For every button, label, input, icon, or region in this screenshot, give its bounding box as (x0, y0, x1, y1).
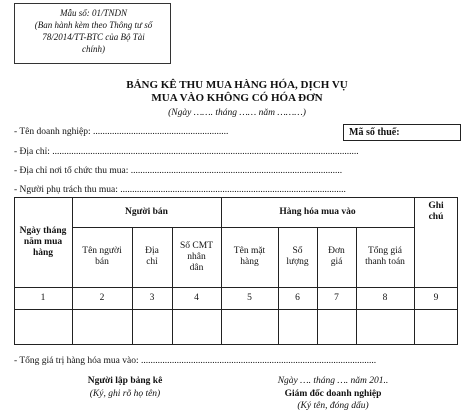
document-title-line1: BẢNG KÊ THU MUA HÀNG HÓA, DỊCH VỤ (126, 79, 348, 91)
purchase-place-field: - Địa chỉ nơi tổ chức thu mua: ......................................................................................... (14, 166, 343, 176)
document-date: (Ngày ……. tháng …… năm ………) (168, 108, 306, 118)
col-header-total-payment: Tổng giá thanh toán (365, 246, 405, 267)
tax-code-box: Mã số thuế: (343, 124, 461, 141)
col-number-3: 3 (149, 292, 155, 303)
purchase-table (14, 197, 458, 345)
company-name-field: - Tên doanh nghiệp: ......................................................... (14, 127, 229, 137)
signing-date: Ngày …. tháng …. năm 201.. (277, 376, 389, 386)
col-header-unit-price: Đơn giá (328, 246, 345, 267)
col-number-6: 6 (295, 292, 300, 303)
col-number-9: 9 (433, 292, 439, 303)
director-note: (Ký tên, đóng dấu) (297, 401, 369, 411)
form-number-box (14, 3, 171, 64)
form-issued-by-line2: 78/2014/TT-BTC của Bộ Tài (42, 32, 145, 42)
preparer-note: (Ký, ghi rõ họ tên) (89, 389, 161, 399)
col-header-item-name: Tên mặt hàng (233, 246, 266, 267)
col-group-goods: Hàng hóa mua vào (279, 206, 356, 217)
col-number-5: 5 (247, 292, 252, 303)
director-title: Giám đốc doanh nghiệp (284, 389, 382, 399)
col-header-seller-address: Địa chỉ (145, 246, 159, 267)
document-title-line2: MUA VÀO KHÔNG CÓ HÓA ĐƠN (151, 92, 323, 104)
form-issued-by-line3: chính) (82, 44, 105, 54)
col-number-8: 8 (382, 292, 388, 303)
col-number-4: 4 (194, 292, 199, 303)
form-issued-by-line1: (Ban hành kèm theo Thông tư số (34, 20, 153, 30)
col-group-seller: Người bán (125, 206, 168, 217)
col-header-purchase-date: Ngày tháng năm mua hàng (19, 225, 67, 258)
col-header-id-number: Số CMT nhân dân (180, 240, 213, 273)
col-number-1: 1 (40, 292, 46, 303)
address-field: - Địa chỉ: ................................................................................................................................. (14, 147, 359, 157)
col-header-note: Ghi chú (428, 201, 444, 222)
col-number-7: 7 (334, 292, 339, 303)
col-header-quantity: Số lượng (286, 246, 309, 267)
total-value-field: - Tổng giá trị hàng hóa mua vào: ................................................................................................... (14, 356, 377, 366)
purchaser-field: - Người phụ trách thu mua: ............................................................................................... (14, 185, 346, 195)
preparer-title: Người lập bảng kê (87, 376, 163, 386)
form-number: Mẫu số: 01/TNDN (59, 8, 127, 18)
col-number-2: 2 (99, 292, 105, 303)
col-header-seller-name: Tên người bán (82, 246, 122, 267)
